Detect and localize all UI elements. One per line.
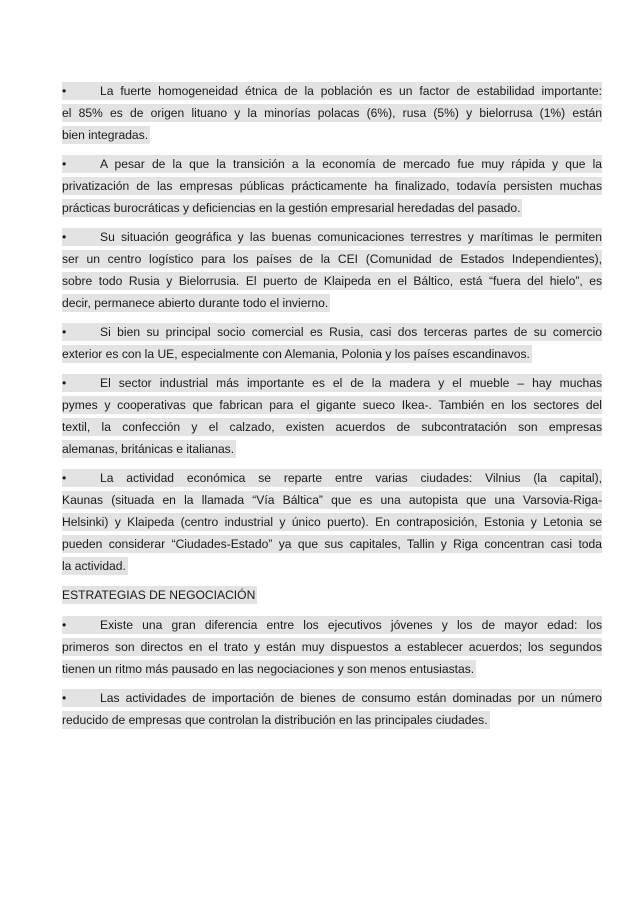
paragraph-line: textil, la confección y el calzado, existen acuerdos de subcontratación son empresas bbox=[62, 420, 602, 434]
bullet-marker: • bbox=[62, 471, 67, 485]
bullet-marker: • bbox=[62, 157, 67, 171]
bullet-paragraph bbox=[62, 155, 602, 217]
bullet-marker: • bbox=[62, 230, 67, 244]
paragraph-line: reducido de empresas que controlan la distribución en las principales ciudades. bbox=[62, 713, 488, 727]
line-text: Existe una gran diferencia entre los ejecutivos jóvenes y los de mayor edad: los bbox=[100, 618, 602, 632]
line-text: El sector industrial más importante es el de la madera y el mueble – hay muchas bbox=[100, 376, 602, 390]
bullet-paragraph bbox=[62, 82, 602, 144]
line-text: Su situación geográfica y las buenas comunicaciones terrestres y marítimas le permiten bbox=[100, 230, 602, 244]
line-text: La fuerte homogeneidad étnica de la población es un factor de estabilidad importante: bbox=[100, 84, 602, 98]
bullet-paragraph bbox=[62, 689, 602, 729]
paragraph-line: pymes y cooperativas que fabrican para el gigante sueco Ikea-. También en los sectores del bbox=[62, 398, 602, 412]
paragraph-line: tienen un ritmo más pausado en las negociaciones y son menos entusiastas. bbox=[62, 662, 475, 676]
bullet-marker: • bbox=[62, 618, 67, 632]
paragraph-line: bien integradas. bbox=[62, 128, 149, 142]
paragraph-line bbox=[62, 689, 602, 707]
bullet-paragraph bbox=[62, 616, 602, 678]
paragraph-line: sobre todo Rusia y Bielorrusia. El puerto de Klaipeda en el Báltico, está “fuera del hielo”, es bbox=[62, 274, 602, 288]
bullet-marker: • bbox=[62, 376, 67, 390]
bullet-marker: • bbox=[62, 691, 67, 705]
paragraph-line: la actividad. bbox=[62, 559, 126, 573]
paragraph-line: decir, permanece abierto durante todo el invierno. bbox=[62, 296, 329, 310]
section-heading: ESTRATEGIAS DE NEGOCIACIÓN bbox=[62, 588, 256, 602]
paragraph-line: Kaunas (situada en la llamada “Vía Báltica” que es una autopista que una Varsovia-Riga- bbox=[62, 493, 602, 507]
bullet-paragraph bbox=[62, 374, 602, 458]
line-text: Si bien su principal socio comercial es Rusia, casi dos terceras partes de su comercio bbox=[100, 325, 602, 339]
line-text: Las actividades de importación de bienes de consumo están dominadas por un número bbox=[100, 691, 602, 705]
bullet-paragraph bbox=[62, 323, 602, 363]
paragraph-line bbox=[62, 616, 602, 634]
paragraph-line: pueden considerar “Ciudades-Estado” ya que sus capitales, Tallin y Riga concentran casi toda bbox=[62, 537, 602, 551]
paragraph-line bbox=[62, 82, 602, 100]
paragraph-line: privatización de las empresas públicas prácticamente ha finalizado, todavía persisten muchas bbox=[62, 179, 602, 193]
bullet-paragraph bbox=[62, 228, 602, 312]
paragraph-line: ser un centro logístico para los países de la CEI (Comunidad de Estados Independientes), bbox=[62, 252, 602, 266]
paragraph-line bbox=[62, 374, 602, 392]
paragraph-line bbox=[62, 323, 602, 341]
bullet-paragraph bbox=[62, 469, 602, 575]
paragraph-line: Helsinki) y Klaipeda (centro industrial y único puerto). En contraposición, Estonia y Letonia se bbox=[62, 515, 602, 529]
paragraph-line: primeros son directos en el trato y están muy dispuestos a establecer acuerdos; los segundos bbox=[62, 640, 602, 654]
line-text: La actividad económica se reparte entre varias ciudades: Vilnius (la capital), bbox=[100, 471, 602, 485]
document-body bbox=[62, 82, 602, 740]
paragraph-line bbox=[62, 469, 602, 487]
bullet-marker: • bbox=[62, 84, 67, 98]
paragraph-line: exterior es con la UE, especialmente con Alemania, Polonia y los países escandinavos. bbox=[62, 347, 530, 361]
paragraph-line: alemanas, británicas e italianas. bbox=[62, 442, 235, 456]
line-text: A pesar de la que la transición a la economía de mercado fue muy rápida y que la bbox=[100, 157, 602, 171]
paragraph-line bbox=[62, 155, 602, 173]
paragraph-line bbox=[62, 228, 602, 246]
bullet-marker: • bbox=[62, 325, 67, 339]
paragraph-line: el 85% es de origen lituano y la minorías polacas (6%), rusa (5%) y bielorrusa (1%) están bbox=[62, 106, 602, 120]
paragraph-line: prácticas burocráticas y deficiencias en la gestión empresarial heredadas del pasado. bbox=[62, 201, 521, 215]
